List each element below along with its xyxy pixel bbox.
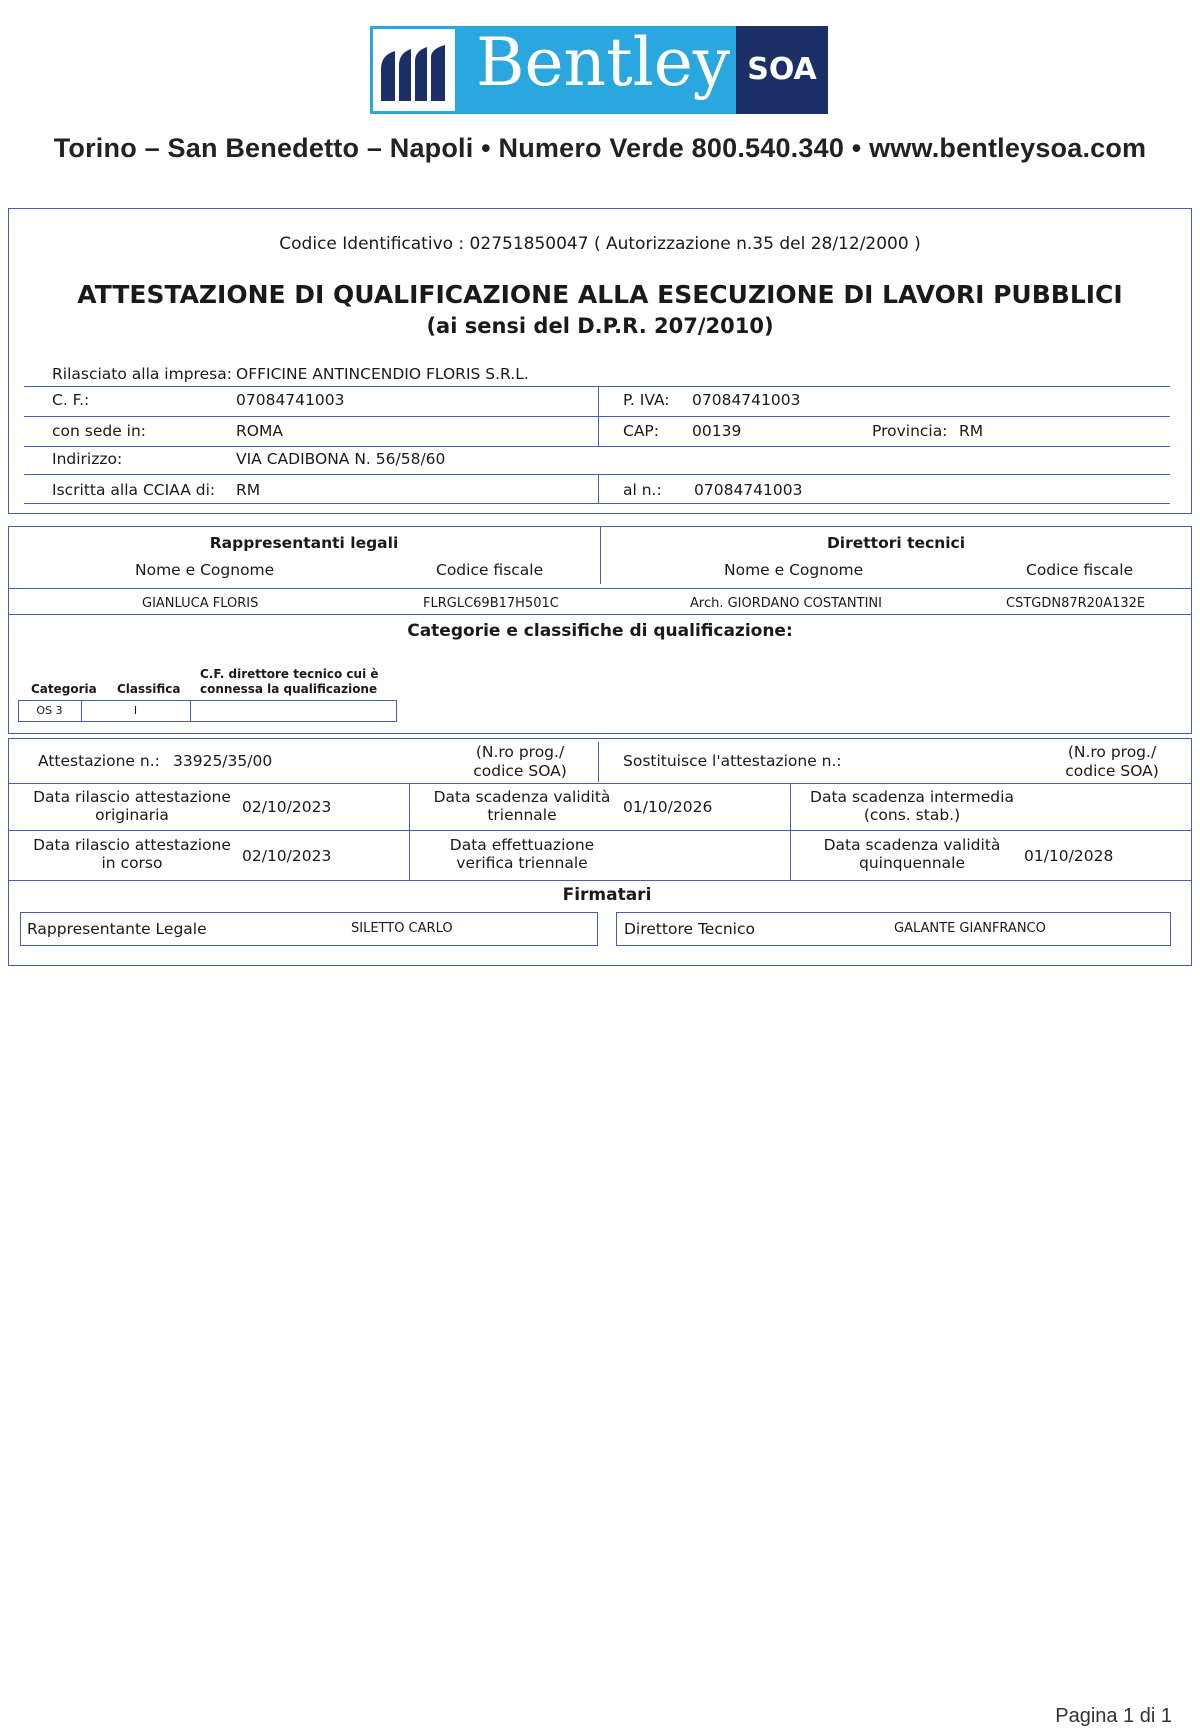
divider <box>598 742 599 782</box>
scadenza-tri-line1: Data scadenza validità <box>433 788 611 806</box>
firmatari-title: Firmatari <box>562 885 652 905</box>
indirizzo-value: VIA CADIBONA N. 56/58/60 <box>236 450 446 468</box>
page-subtitle: (ai sensi del D.P.R. 207/2010) <box>426 314 774 338</box>
cap-value: 00139 <box>692 422 742 440</box>
rappresentanti-title: Rappresentanti legali <box>209 534 399 552</box>
cf-label: C. F.: <box>52 391 90 409</box>
sostituisce-label: Sostituisce l'attestazione n.: <box>623 752 842 770</box>
col-cf-dir-line2: connessa la qualificazione <box>200 682 378 696</box>
rilasciato-label: Rilasciato alla impresa: <box>52 365 232 383</box>
divider <box>8 614 1192 615</box>
provincia-value: RM <box>959 422 984 440</box>
col-classifica: Classifica <box>117 682 181 696</box>
firmatario-dir-label: Direttore Tecnico <box>624 920 755 938</box>
divider <box>598 416 599 446</box>
logo-wordmark: Bentley <box>476 24 731 101</box>
rilascio-orig-value: 02/10/2023 <box>242 798 332 816</box>
rilascio-orig-line1: Data rilascio attestazione <box>33 788 231 806</box>
divider <box>190 700 191 722</box>
divider <box>24 386 1170 387</box>
scadenza-quin-value: 01/10/2028 <box>1024 847 1114 865</box>
scadenza-quin-line1: Data scadenza validità <box>823 836 1001 854</box>
divider <box>8 783 1192 784</box>
divider <box>24 416 1170 417</box>
nprog-line2: codice SOA) <box>473 762 567 780</box>
verifica-line2: verifica triennale <box>456 854 588 872</box>
col-cf-dir-line1: C.F. direttore tecnico cui è <box>200 667 379 681</box>
sede-label: con sede in: <box>52 422 147 440</box>
scadenza-int-line2: (cons. stab.) <box>863 806 961 824</box>
col-nome-rapp: Nome e Cognome <box>135 561 275 579</box>
divider <box>24 446 1170 447</box>
divider <box>8 588 1192 589</box>
rapp-nome: GIANLUCA FLORIS <box>142 596 259 611</box>
piva-label: P. IVA: <box>623 391 670 409</box>
rilascio-orig-line2: originaria <box>95 806 169 824</box>
scadenza-tri-value: 01/10/2026 <box>623 798 713 816</box>
aln-label: al n.: <box>623 481 662 499</box>
columns-icon <box>373 29 455 111</box>
nprog-line1: (N.ro prog./ <box>475 743 565 761</box>
divider <box>790 783 791 880</box>
scadenza-int-line1: Data scadenza intermedia <box>810 788 1014 806</box>
page-number: Pagina 1 di 1 <box>1055 1705 1172 1727</box>
rapp-cf: FLRGLC69B17H501C <box>423 596 559 611</box>
divider <box>598 474 599 504</box>
dir-cf: CSTGDN87R20A132E <box>1006 596 1146 611</box>
firmatario-rapp-value: SILETTO CARLO <box>351 921 453 936</box>
col-nome-dir: Nome e Cognome <box>724 561 864 579</box>
logo-emblem <box>370 26 458 114</box>
rilascio-corso-line2: in corso <box>101 854 163 872</box>
col-cf-dir: Codice fiscale <box>1026 561 1134 579</box>
col-categoria: Categoria <box>31 682 97 696</box>
rilascio-corso-value: 02/10/2023 <box>242 847 332 865</box>
firmatario-rapp-label: Rappresentante Legale <box>27 920 207 938</box>
page-title: ATTESTAZIONE DI QUALIFICAZIONE ALLA ESECUZIONE DI LAVORI PUBBLICI <box>77 280 1123 309</box>
categorie-title: Categorie e classifiche di qualificazione: <box>407 621 793 641</box>
attestazione-label: Attestazione n.: <box>38 752 160 770</box>
direttori-title: Direttori tecnici <box>826 534 966 552</box>
categoria-cell: OS 3 <box>36 704 63 717</box>
rilasciato-value: OFFICINE ANTINCENDIO FLORIS S.R.L. <box>236 365 529 383</box>
divider <box>24 474 1170 475</box>
logo-badge: SOA <box>747 52 817 87</box>
scadenza-tri-line2: triennale <box>487 806 557 824</box>
verifica-line1: Data effettuazione <box>449 836 595 854</box>
scadenza-quin-line2: quinquennale <box>859 854 965 872</box>
firmatario-dir-value: GALANTE GIANFRANCO <box>894 921 1046 936</box>
cciaa-label: Iscritta alla CCIAA di: <box>52 481 216 499</box>
indirizzo-label: Indirizzo: <box>52 450 123 468</box>
aln-value: 07084741003 <box>694 481 803 499</box>
codice-identificativo: Codice Identificativo : 02751850047 ( Autorizzazione n.35 del 28/12/2000 ) <box>279 234 921 254</box>
dir-nome: Arch. GIORDANO COSTANTINI <box>690 596 882 611</box>
nprog-line2-b: codice SOA) <box>1065 762 1159 780</box>
divider <box>8 830 1192 831</box>
divider <box>8 880 1192 881</box>
rilascio-corso-line1: Data rilascio attestazione <box>33 836 231 854</box>
header-tagline: Torino – San Benedetto – Napoli • Numero Verde 800.540.340 • www.bentleysoa.com <box>53 133 1147 163</box>
attestazione-value: 33925/35/00 <box>173 752 273 770</box>
cap-label: CAP: <box>623 422 659 440</box>
piva-value: 07084741003 <box>692 391 801 409</box>
divider <box>598 386 599 416</box>
col-cf-rapp: Codice fiscale <box>436 561 544 579</box>
cciaa-value: RM <box>236 481 261 499</box>
sede-value: ROMA <box>236 422 283 440</box>
cf-value: 07084741003 <box>236 391 345 409</box>
divider <box>24 503 1170 504</box>
classifica-cell: I <box>133 704 138 717</box>
nprog-line1-b: (N.ro prog./ <box>1067 743 1157 761</box>
provincia-label: Provincia: <box>872 422 948 440</box>
